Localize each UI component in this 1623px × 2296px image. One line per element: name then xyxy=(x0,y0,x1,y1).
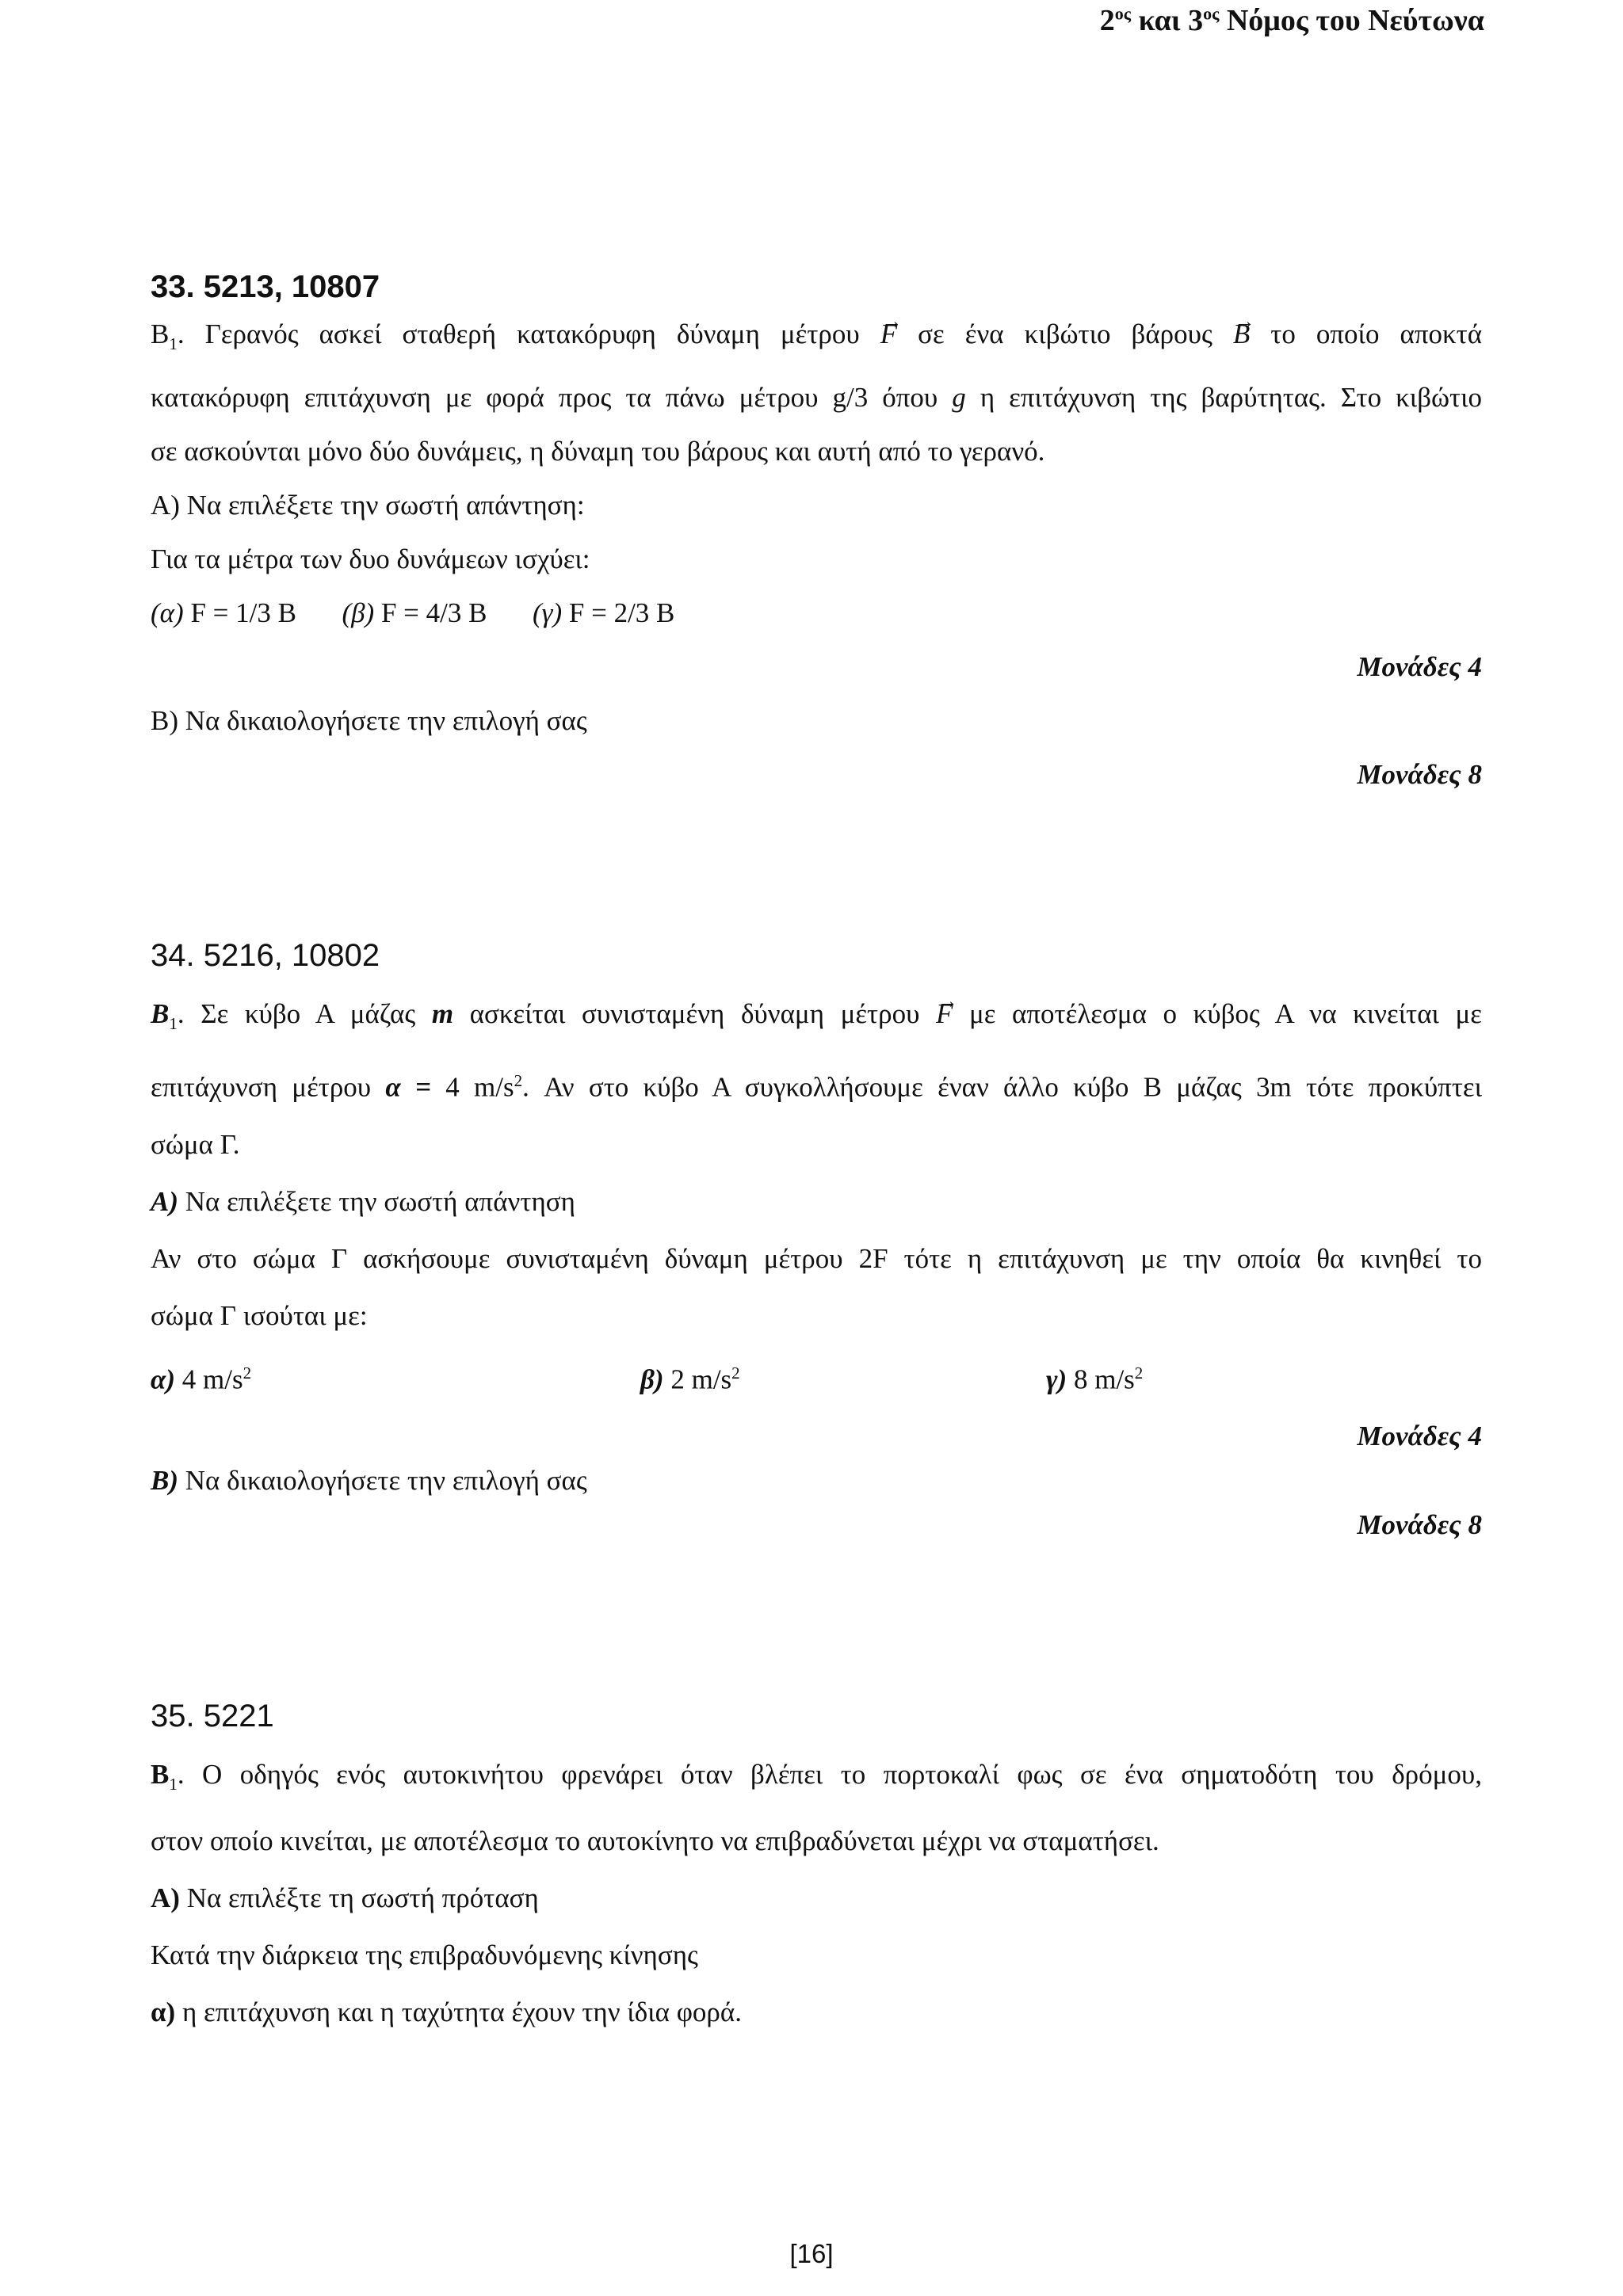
q34-opt-a-text: 4 m/s xyxy=(175,1363,243,1395)
q34-b-label: Β xyxy=(151,998,170,1029)
q34-line1-a: . Σε κύβο Α μάζας xyxy=(177,998,416,1029)
q35-b-sub: 1 xyxy=(169,1775,178,1794)
q33-opt-b: F = 4/3 B xyxy=(374,597,487,628)
q34-points-a: Μονάδες 4 xyxy=(1357,1421,1482,1452)
question-34-title: 34. 5216, 10802 xyxy=(151,938,380,973)
q35-b-label: Β xyxy=(151,1759,170,1790)
q35-part-a-label: Α) xyxy=(151,1882,180,1913)
q33-line1-a: . Γερανός ασκεί σταθερή κατακόρυφη δύναμη μέτρου xyxy=(177,318,860,349)
vector-f: → F xyxy=(936,986,953,1043)
q35-opt-a-label: α) xyxy=(151,1997,176,2027)
q33-opt-c: F = 2/3 B xyxy=(562,597,675,628)
q34-line2-a: επιτάχυνση μέτρου xyxy=(151,1071,372,1103)
q34-opt-c-sup: 2 xyxy=(1134,1363,1144,1383)
question-33-title: 33. 5213, 10807 xyxy=(151,269,380,304)
header-ord2-sup: ος xyxy=(1203,3,1220,24)
q35-line1 xyxy=(151,1746,1482,1813)
q34-opt-b-text: 2 m/s xyxy=(663,1363,732,1395)
q34-line4: Αν στο σώμα Γ ασκήσουμε συνισταμένη δύναμη μέτρου 2F τότε η επιτάχυνση με την οποία θα κινηθεί το xyxy=(151,1242,1482,1274)
q34-opt-c xyxy=(1046,1344,1143,1409)
q35-line2: στον οποίο κινείται, με αποτέλεσμα το αυτοκίνητο να επιβραδύνεται μέχρι να σταματήσει. xyxy=(151,1825,1159,1856)
q34-part-a-label: Α) xyxy=(151,1185,178,1217)
q33-line2 xyxy=(151,371,1482,425)
q33-opt-b-label: (β) xyxy=(342,597,375,628)
question-34 xyxy=(151,936,1482,1547)
header-ord1-sup: ος xyxy=(1114,3,1132,24)
q34-opt-b xyxy=(640,1344,1046,1409)
header-middle: και 3 xyxy=(1131,4,1204,37)
q34-opt-a xyxy=(151,1344,640,1409)
vector-b: → B xyxy=(1233,307,1250,361)
q34-opt-b-sup: 2 xyxy=(731,1363,740,1383)
q34-part-a-text: Να επιλέξετε την σωστή απάντηση xyxy=(178,1185,575,1217)
q33-line2-a: κατακόρυφη επιτάχυνση με φορά προς τα πάνω μέτρου g/3 όπου xyxy=(151,382,938,413)
q34-line5: σώμα Γ ισούται με: xyxy=(151,1299,368,1331)
q35-opt-a-text: η επιτάχυνση και η ταχύτητα έχουν την ίδια φορά. xyxy=(175,1997,742,2027)
q34-line1-b: ασκείται συνισταμένη δύναμη μέτρου xyxy=(469,998,920,1029)
question-33 xyxy=(151,268,1482,802)
q34-line2-sup: 2 xyxy=(514,1071,523,1090)
q33-b-sub: 1 xyxy=(169,334,178,353)
header-rest: Νόμος του Νεύτωνα xyxy=(1219,4,1484,37)
q34-line2-b: . Αν στο κύβο Α συγκολλήσουμε έναν άλλο κύβο Β μάζας 3m τότε προκύπτει xyxy=(522,1071,1483,1103)
q33-part-a: Α) Να επιλέξετε την σωστή απάντηση: xyxy=(151,490,585,521)
q34-opt-a-sup: 2 xyxy=(242,1363,252,1383)
q33-g-symbol: g xyxy=(952,382,966,413)
q35-opt-a xyxy=(151,1984,1482,2041)
q33-line1 xyxy=(151,307,1482,371)
q34-part-b-label: Β) xyxy=(151,1465,178,1497)
question-35-title: 35. 5221 xyxy=(151,1699,274,1733)
q34-line1 xyxy=(151,986,1482,1052)
header-ord1: 2 xyxy=(1099,4,1115,37)
question-35 xyxy=(151,1697,1482,2041)
q33-points-a: Μονάδες 4 xyxy=(1357,651,1482,682)
q33-line1-c: το οποίο αποκτά xyxy=(1270,318,1483,349)
q34-line2-val: 4 m/s xyxy=(445,1071,514,1103)
q34-opt-c-label: γ) xyxy=(1046,1363,1067,1395)
q33-options xyxy=(151,586,1482,640)
q33-opt-a-label: (α) xyxy=(151,597,184,628)
q34-alpha-symbol: α = xyxy=(385,1071,431,1103)
q34-points-b: Μονάδες 8 xyxy=(1357,1509,1482,1541)
q33-b-label: Β xyxy=(151,318,170,349)
q35-line3: Κατά την διάρκεια της επιβραδυνόμενης κίνησης xyxy=(151,1939,698,1970)
q34-opt-c-text: 8 m/s xyxy=(1067,1363,1135,1395)
q33-opt-c-label: (γ) xyxy=(533,597,563,628)
q34-m-symbol: m xyxy=(431,998,454,1029)
page-header xyxy=(1100,3,1484,38)
q33-opt-a: F = 1/3 B xyxy=(183,597,296,628)
q34-b-sub: 1 xyxy=(169,1014,178,1033)
q33-line2-b: η επιτάχυνση της βαρύτητας. Στο κιβώτιο xyxy=(980,382,1483,413)
page-number: [16] xyxy=(789,2239,834,2268)
q34-line2 xyxy=(151,1052,1482,1116)
q33-part-b: Β) Να δικαιολογήσετε την επιλογή σας xyxy=(151,705,587,736)
q34-opt-a-label: α) xyxy=(151,1363,176,1395)
q33-line1-b: σε ένα κιβώτιο βάρους xyxy=(918,318,1212,349)
q35-part-a-text: Να επιλέξτε τη σωστή πρόταση xyxy=(179,1882,539,1913)
q34-line1-c: με αποτέλεσμα ο κύβος Α να κινείται με xyxy=(969,998,1482,1029)
q35-part-a xyxy=(151,1870,1482,1927)
q33-line3: σε ασκούνται μόνο δύο δυνάμεις, η δύναμη του βάρους και αυτή από το γερανό. xyxy=(151,436,1045,467)
q33-points-b: Μονάδες 8 xyxy=(1357,759,1482,790)
q34-part-b-text: Να δικαιολογήσετε την επιλογή σας xyxy=(178,1465,587,1497)
q34-part-a xyxy=(151,1173,1482,1230)
vector-f: → F xyxy=(880,307,897,361)
q34-line3: σώμα Γ. xyxy=(151,1128,240,1160)
q34-options xyxy=(151,1344,1482,1409)
q34-part-b xyxy=(151,1459,1482,1503)
q35-line1-text: . Ο οδηγός ενός αυτοκινήτου φρενάρει όταν βλέπει το πορτοκαλί φως σε ένα σηματοδότη του δρόμου, xyxy=(177,1759,1482,1790)
q34-opt-b-label: β) xyxy=(640,1363,664,1395)
q33-question: Για τα μέτρα των δυο δυνάμεων ισχύει: xyxy=(151,543,590,574)
